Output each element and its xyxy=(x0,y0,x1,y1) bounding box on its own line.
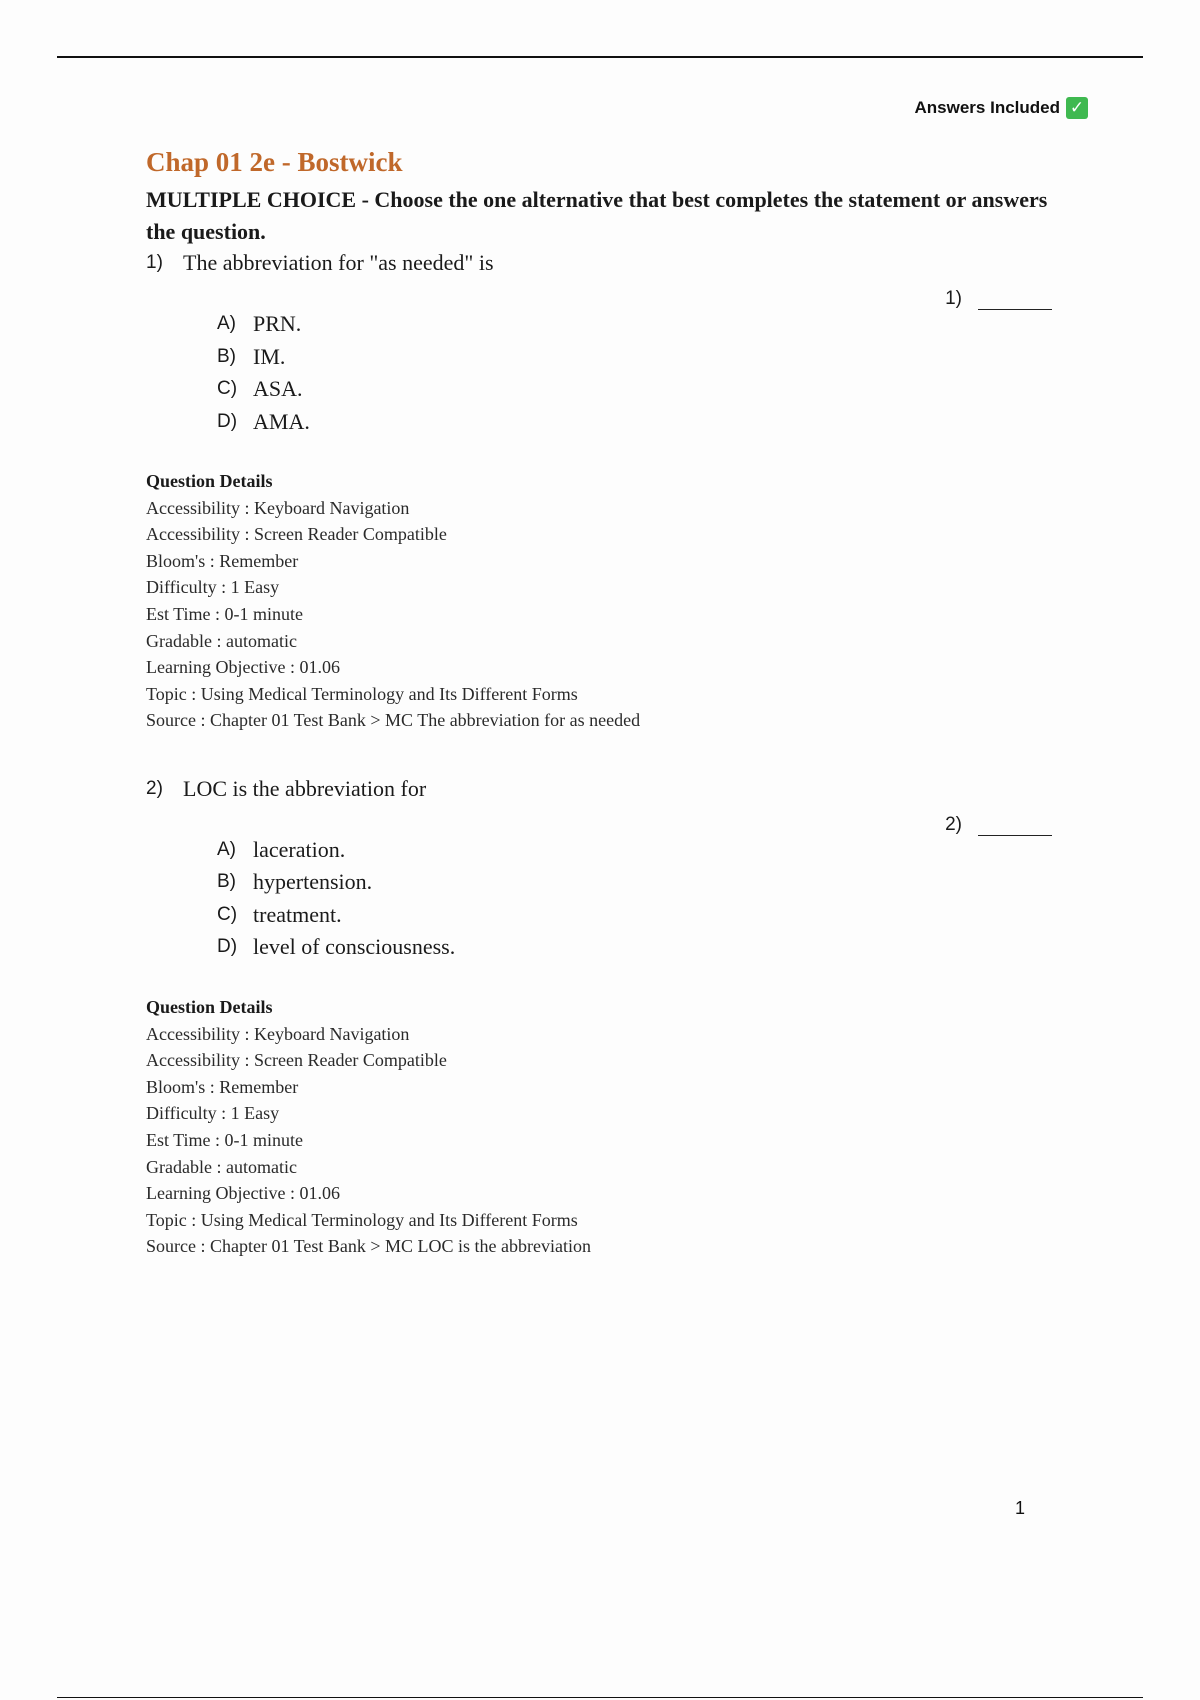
question-number: 2) xyxy=(146,777,163,799)
question-stem xyxy=(146,774,1066,804)
detail-line: Accessibility : Keyboard Navigation xyxy=(146,1023,410,1044)
answer-slot xyxy=(945,288,1052,310)
option-text: AMA. xyxy=(253,408,310,434)
page-number: 1 xyxy=(1015,1498,1026,1518)
detail-line: Est Time : 0-1 minute xyxy=(146,1129,304,1150)
option-letter: C) xyxy=(217,378,238,399)
option-a[interactable] xyxy=(217,308,1066,341)
option-text: IM. xyxy=(253,343,286,369)
option-c[interactable] xyxy=(217,373,1066,406)
option-b[interactable] xyxy=(217,341,1066,374)
question-details xyxy=(146,468,1066,734)
detail-line: Topic : Using Medical Terminology and Its Different Forms xyxy=(146,1209,578,1230)
answer-blank[interactable] xyxy=(978,815,1052,836)
section-instructions: MULTIPLE CHOICE - Choose the one alternative that best completes the statement or answers the question. xyxy=(146,187,1048,244)
details-title: Question Details xyxy=(146,996,273,1017)
option-letter: A) xyxy=(217,313,236,334)
question-2 xyxy=(146,774,1066,1260)
detail-line: Bloom's : Remember xyxy=(146,550,299,571)
question-1 xyxy=(146,248,1066,734)
option-text: laceration. xyxy=(253,836,346,862)
option-d[interactable] xyxy=(217,931,1066,964)
option-text: treatment. xyxy=(253,901,342,927)
question-stem xyxy=(146,248,1066,278)
answer-blank[interactable] xyxy=(978,289,1052,310)
detail-line: Learning Objective : 01.06 xyxy=(146,657,340,678)
option-letter: D) xyxy=(217,936,238,958)
question-number: 1) xyxy=(146,252,163,273)
answer-slot-number: 1) xyxy=(945,288,962,309)
option-text: PRN. xyxy=(253,311,302,336)
detail-line: Source : Chapter 01 Test Bank > MC LOC is the abbreviation xyxy=(146,1236,591,1257)
option-text: level of consciousness. xyxy=(253,934,456,960)
detail-line: Learning Objective : 01.06 xyxy=(146,1183,340,1204)
document-body xyxy=(146,142,1066,1260)
badge-label: Answers Included xyxy=(914,98,1060,117)
green-check-icon: ✓ xyxy=(1066,97,1088,119)
option-a[interactable] xyxy=(217,834,1066,867)
detail-line: Difficulty : 1 Easy xyxy=(146,1103,280,1124)
question-details xyxy=(146,994,1066,1260)
detail-line: Source : Chapter 01 Test Bank > MC The abbreviation for as needed xyxy=(146,710,641,731)
details-title: Question Details xyxy=(146,471,273,491)
option-text: hypertension. xyxy=(253,869,373,895)
detail-line: Bloom's : Remember xyxy=(146,1076,299,1097)
detail-line: Est Time : 0-1 minute xyxy=(146,603,304,624)
answer-slot-number: 2) xyxy=(945,813,962,835)
detail-line: Difficulty : 1 Easy xyxy=(146,577,280,598)
answer-slot xyxy=(945,814,1052,836)
option-b[interactable] xyxy=(217,866,1066,899)
option-letter: B) xyxy=(217,345,236,367)
detail-line: Accessibility : Screen Reader Compatible xyxy=(146,1050,447,1071)
answer-options xyxy=(217,308,1066,438)
option-letter: C) xyxy=(217,903,238,925)
detail-line: Accessibility : Keyboard Navigation xyxy=(146,497,410,518)
option-letter: B) xyxy=(217,871,236,893)
detail-line: Gradable : automatic xyxy=(146,1156,297,1177)
option-c[interactable] xyxy=(217,899,1066,932)
option-letter: D) xyxy=(217,410,238,432)
top-rule xyxy=(57,56,1143,58)
detail-line: Topic : Using Medical Terminology and Its Different Forms xyxy=(146,683,578,704)
answers-included-badge xyxy=(915,97,1088,119)
chapter-title: Chap 01 2e - Bostwick xyxy=(146,147,403,177)
option-text: ASA. xyxy=(253,376,303,401)
question-text: LOC is the abbreviation for xyxy=(183,775,427,801)
detail-line: Accessibility : Screen Reader Compatible xyxy=(146,524,447,545)
detail-line: Gradable : automatic xyxy=(146,630,297,651)
question-text: The abbreviation for "as needed" is xyxy=(183,250,494,275)
bottom-rule xyxy=(57,1697,1143,1698)
answer-options xyxy=(217,834,1066,964)
option-d[interactable] xyxy=(217,406,1066,439)
option-letter: A) xyxy=(217,838,236,860)
